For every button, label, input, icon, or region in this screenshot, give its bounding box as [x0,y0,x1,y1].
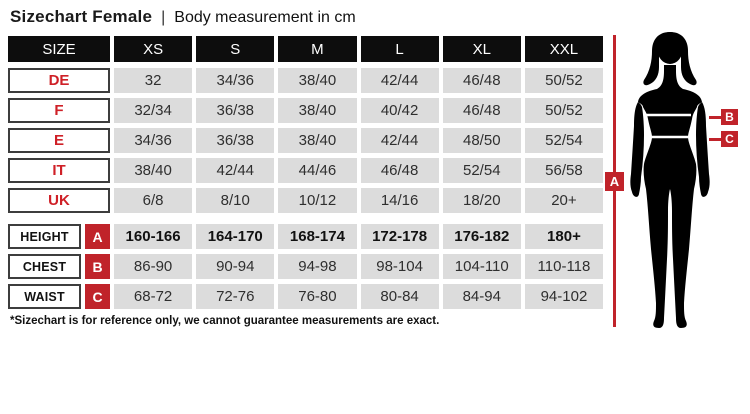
size-value-cell: 36/38 [196,128,274,153]
measurement-label-group [8,224,110,249]
page-title [10,7,356,27]
size-column-header: S [196,36,274,62]
size-value-cell: 48/50 [443,128,521,153]
country-label: IT [8,158,110,183]
size-value-cell: 38/40 [114,158,192,183]
country-label: F [8,98,110,123]
size-value-cell: 38/40 [278,98,356,123]
measurement-value-cell: 86-90 [114,254,192,279]
size-value-cell: 38/40 [278,68,356,93]
size-value-cell: 50/52 [525,68,603,93]
size-column-header: XL [443,36,521,62]
size-value-cell: 10/12 [278,188,356,213]
size-value-cell: 42/44 [196,158,274,183]
table-row [8,68,603,93]
table-row [8,158,603,183]
measurement-value-cell: 80-84 [361,284,439,309]
table-row [8,284,603,309]
size-value-cell: 34/36 [196,68,274,93]
title-text: Sizechart Female [10,7,153,26]
measurement-marker-badge: A [85,224,110,249]
measurement-value-cell: 76-80 [278,284,356,309]
measurement-value-cell: 164-170 [196,224,274,249]
size-column-header: XXL [525,36,603,62]
size-value-cell: 6/8 [114,188,192,213]
measurement-value-cell: 176-182 [443,224,521,249]
measurement-value-cell: 98-104 [361,254,439,279]
size-value-cell: 20+ [525,188,603,213]
size-value-cell: 34/36 [114,128,192,153]
table-row [8,128,603,153]
country-label: UK [8,188,110,213]
measurement-value-cell: 94-98 [278,254,356,279]
size-value-cell: 8/10 [196,188,274,213]
size-value-cell: 46/48 [443,98,521,123]
size-column-header: L [361,36,439,62]
size-column-header: M [278,36,356,62]
size-value-cell: 52/54 [443,158,521,183]
size-value-cell: 40/42 [361,98,439,123]
size-column-header: XS [114,36,192,62]
female-silhouette-icon [630,31,710,331]
height-marker-badge: A [605,172,624,191]
size-value-cell: 18/20 [443,188,521,213]
measurement-value-cell: 180+ [525,224,603,249]
size-value-cell: 46/48 [443,68,521,93]
measurement-label: HEIGHT [8,224,81,249]
measurement-value-cell: 168-174 [278,224,356,249]
measurement-value-cell: 68-72 [114,284,192,309]
subtitle-text: Body measurement in cm [174,9,356,26]
measurement-value-cell: 110-118 [525,254,603,279]
size-value-cell: 46/48 [361,158,439,183]
country-label: E [8,128,110,153]
measurement-label-group [8,284,110,309]
table-row [8,224,603,249]
size-corner-cell: SIZE [8,36,110,62]
country-label: DE [8,68,110,93]
measurement-marker-badge: C [85,284,110,309]
measurement-marker-badge: B [85,254,110,279]
size-value-cell: 52/54 [525,128,603,153]
size-value-cell: 50/52 [525,98,603,123]
size-value-cell: 14/16 [361,188,439,213]
size-value-cell: 32 [114,68,192,93]
waist-marker-badge: C [721,131,738,147]
size-value-cell: 42/44 [361,128,439,153]
title-separator: | [161,9,166,26]
measurement-value-cell: 94-102 [525,284,603,309]
size-value-cell: 38/40 [278,128,356,153]
size-value-cell: 36/38 [196,98,274,123]
table-row [8,98,603,123]
size-value-cell: 44/46 [278,158,356,183]
table-row [8,188,603,213]
size-value-cell: 32/34 [114,98,192,123]
size-value-cell: 56/58 [525,158,603,183]
table-header-row [8,36,603,62]
measurement-value-cell: 160-166 [114,224,192,249]
measurement-label-group [8,254,110,279]
measurement-label: WAIST [8,284,81,309]
measurement-value-cell: 84-94 [443,284,521,309]
size-table [8,36,603,314]
size-value-cell: 42/44 [361,68,439,93]
measurement-value-cell: 90-94 [196,254,274,279]
measurement-label: CHEST [8,254,81,279]
measurement-value-cell: 72-76 [196,284,274,309]
measurement-value-cell: 104-110 [443,254,521,279]
measurement-value-cell: 172-178 [361,224,439,249]
footnote: *Sizechart is for reference only, we cannot guarantee measurements are exact. [10,315,440,327]
chest-marker-badge: B [721,109,738,125]
table-row [8,254,603,279]
